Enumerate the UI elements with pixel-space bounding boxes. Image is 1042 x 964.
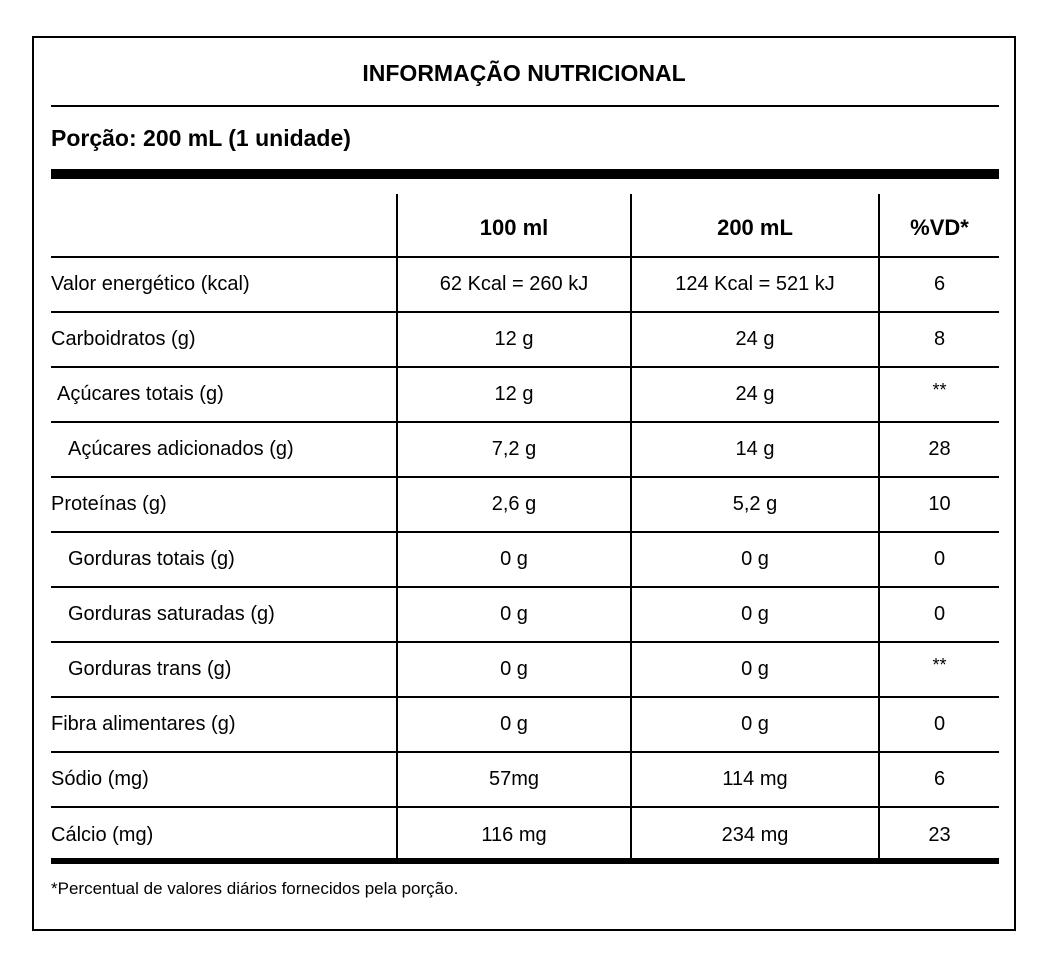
daily-value-percent — [879, 312, 999, 367]
portion-divider — [51, 169, 999, 179]
table-row — [51, 422, 999, 477]
table-row — [51, 532, 999, 587]
daily-value-text: 23 — [928, 823, 951, 846]
nutrient-label: Sódio (mg) — [51, 752, 397, 807]
value-per-200ml: 14 g — [631, 422, 879, 477]
nutrient-label: Gorduras trans (g) — [51, 642, 397, 697]
daily-value-percent — [879, 367, 999, 422]
daily-value-percent — [879, 257, 999, 312]
table-row — [51, 367, 999, 422]
daily-value-text: ** — [932, 655, 947, 675]
table-row — [51, 752, 999, 807]
table-row — [51, 642, 999, 697]
nutrient-label: Açúcares adicionados (g) — [51, 422, 397, 477]
header-per-200ml: 200 mL — [631, 194, 879, 257]
value-per-200ml: 0 g — [631, 642, 879, 697]
header-daily-value: %VD* — [879, 194, 999, 257]
value-per-200ml: 114 mg — [631, 752, 879, 807]
nutrition-facts-panel — [32, 36, 1016, 931]
header-nutrient — [51, 194, 397, 257]
value-per-100ml: 12 g — [397, 312, 631, 367]
value-per-100ml: 0 g — [397, 532, 631, 587]
value-per-200ml: 0 g — [631, 532, 879, 587]
nutrient-label: Açúcares totais (g) — [51, 367, 397, 422]
table-row — [51, 312, 999, 367]
value-per-100ml: 116 mg — [397, 807, 631, 862]
daily-value-percent — [879, 422, 999, 477]
footnote: *Percentual de valores diários fornecidos pela porção. — [51, 879, 459, 898]
value-per-100ml: 62 Kcal = 260 kJ — [397, 257, 631, 312]
daily-value-text: 0 — [933, 548, 946, 570]
daily-value-text: 0 — [933, 603, 946, 625]
value-per-100ml: 57mg — [397, 752, 631, 807]
daily-value-percent — [879, 532, 999, 587]
daily-value-text: 0 — [933, 713, 946, 735]
daily-value-text: 6 — [933, 273, 946, 295]
table-row — [51, 697, 999, 752]
value-per-100ml: 0 g — [397, 587, 631, 642]
value-per-200ml: 0 g — [631, 697, 879, 752]
daily-value-text: ** — [932, 380, 947, 400]
value-per-100ml: 7,2 g — [397, 422, 631, 477]
daily-value-text: 28 — [928, 438, 951, 460]
daily-value-percent — [879, 642, 999, 697]
panel-title: INFORMAÇÃO NUTRICIONAL — [362, 60, 686, 86]
table-bottom-divider — [51, 858, 999, 864]
daily-value-text: 6 — [933, 768, 946, 790]
value-per-100ml: 0 g — [397, 697, 631, 752]
table-header-row — [51, 194, 999, 257]
nutrient-label: Cálcio (mg) — [51, 807, 397, 862]
value-per-100ml: 2,6 g — [397, 477, 631, 532]
portion-size: Porção: 200 mL (1 unidade) — [51, 125, 351, 151]
header-per-100ml: 100 ml — [397, 194, 631, 257]
value-per-200ml: 24 g — [631, 367, 879, 422]
daily-value-percent — [879, 697, 999, 752]
table-row — [51, 807, 999, 862]
daily-value-percent — [879, 752, 999, 807]
daily-value-percent — [879, 807, 999, 862]
value-per-200ml: 0 g — [631, 587, 879, 642]
title-divider — [51, 105, 999, 107]
nutrient-label: Fibra alimentares (g) — [51, 697, 397, 752]
daily-value-text: 8 — [933, 328, 946, 350]
value-per-200ml: 5,2 g — [631, 477, 879, 532]
nutrient-label: Gorduras saturadas (g) — [51, 587, 397, 642]
daily-value-text: 10 — [928, 493, 951, 515]
nutrient-label: Proteínas (g) — [51, 477, 397, 532]
table-row — [51, 257, 999, 312]
value-per-100ml: 12 g — [397, 367, 631, 422]
table-row — [51, 587, 999, 642]
daily-value-percent — [879, 587, 999, 642]
value-per-200ml: 124 Kcal = 521 kJ — [631, 257, 879, 312]
daily-value-percent — [879, 477, 999, 532]
nutrient-label: Carboidratos (g) — [51, 312, 397, 367]
table-row — [51, 477, 999, 532]
value-per-200ml: 234 mg — [631, 807, 879, 862]
nutrition-table — [51, 194, 999, 862]
nutrient-label: Gorduras totais (g) — [51, 532, 397, 587]
value-per-200ml: 24 g — [631, 312, 879, 367]
nutrient-label: Valor energético (kcal) — [51, 257, 397, 312]
value-per-100ml: 0 g — [397, 642, 631, 697]
